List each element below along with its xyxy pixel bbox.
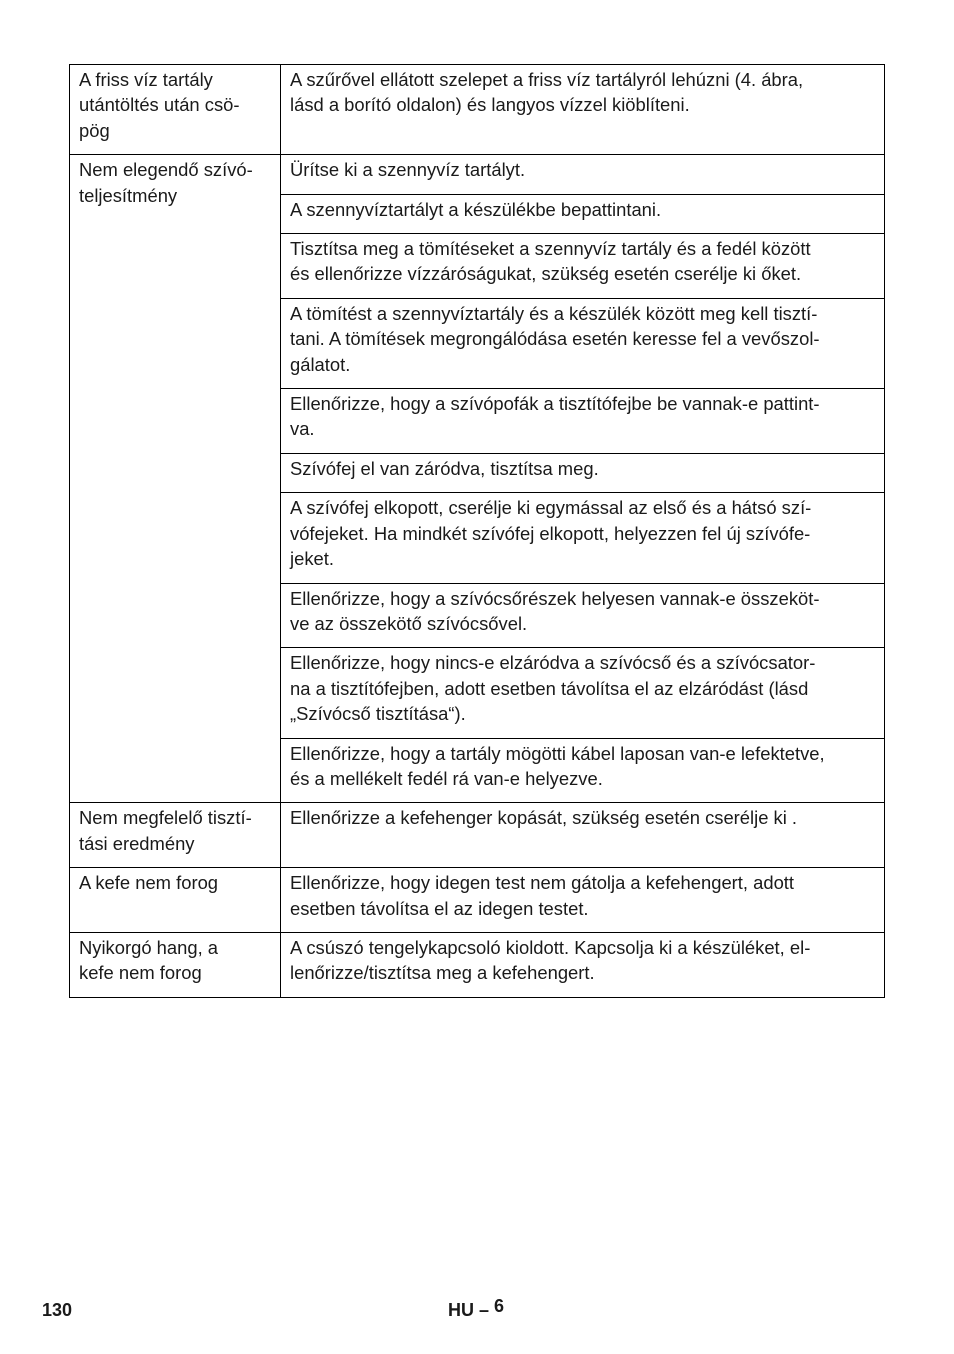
- remedy-cell: [281, 868, 885, 933]
- problem-text: Nem elegendő szívó- teljesítmény: [79, 159, 253, 206]
- remedy-text: Ürítse ki a szennyvíz tartályt.: [290, 159, 526, 181]
- remedy-text: A szűrővel ellátott szelepet a friss víz tartályról lehúzni (4. ábra, lásd a borító oldalon) és langyos vízzel kiöblíteni.: [290, 69, 804, 116]
- problem-text: A kefe nem forog: [79, 872, 219, 894]
- page-number: 130: [42, 1300, 73, 1320]
- remedy-cell: [281, 234, 885, 299]
- page-label: [448, 1296, 505, 1321]
- problem-text: Nyikorgó hang, a kefe nem forog: [79, 936, 219, 984]
- remedy-text: Ellenőrizze, hogy a szívópofák a tisztítófejbe be vannak-e pattint- va.: [290, 393, 820, 440]
- remedy-cell: [281, 583, 885, 648]
- table-row: [70, 868, 885, 933]
- remedy-cell: [281, 648, 885, 738]
- remedy-text: Ellenőrizze, hogy a szívócsőrészek helyesen vannak-e összeköt- ve az összekötő szívócsővel.: [290, 587, 820, 634]
- remedy-cell: [281, 155, 885, 194]
- troubleshooting-table-body: [70, 65, 885, 998]
- remedy-cell: [281, 194, 885, 233]
- remedy-text: A szívófej elkopott, cserélje ki egymással az első és a hátsó szí- vófejeket. Ha mindkét szívófej elkopott, helyezzen fel új szívófe- jeket.: [290, 497, 812, 570]
- remedy-cell: [281, 803, 885, 868]
- remedy-cell: [281, 389, 885, 454]
- remedy-text: Tisztítsa meg a tömítéseket a szennyvíz tartály és a fedél között és ellenőrizze vízzáróságukat, szükség esetén cserélje ki őket.: [290, 238, 811, 285]
- problem-cell: [70, 65, 281, 155]
- problem-cell: [70, 803, 281, 868]
- section-page-number: 6: [494, 1296, 505, 1316]
- table-row: [70, 803, 885, 868]
- problem-cell: [70, 932, 281, 997]
- remedy-cell: [281, 298, 885, 388]
- remedy-text: A tömítést a szennyvíztartály és a készülék között meg kell tisztí- tani. A tömítések megrongálódása esetén keresse fel a vevőszol- gálatot.: [290, 302, 820, 375]
- remedy-cell: [281, 493, 885, 583]
- remedy-text: Ellenőrizze, hogy idegen test nem gátolja a kefehengert, adott esetben távolítsa el az idegen testet.: [290, 872, 795, 919]
- problem-cell: [70, 868, 281, 933]
- remedy-cell: [281, 453, 885, 492]
- remedy-cell: [281, 738, 885, 803]
- remedy-text: Ellenőrizze, hogy a tartály mögötti kábel laposan van-e lefektetve, és a mellékelt fedél rá van-e helyezve.: [290, 742, 825, 789]
- problem-text: A friss víz tartály utántöltés után csö- pög: [79, 69, 240, 141]
- table-row: [70, 932, 885, 997]
- remedy-cell: [281, 932, 885, 997]
- problem-cell: [70, 155, 281, 803]
- problem-text: Nem megfelelő tisztí- tási eredmény: [79, 807, 252, 854]
- remedy-text: A szennyvíztartályt a készülékbe bepattintani.: [290, 198, 662, 220]
- language-code: HU –: [448, 1300, 490, 1320]
- remedy-text: Ellenőrizze a kefehenger kopását, szükség esetén cserélje ki .: [290, 807, 798, 829]
- remedy-text: Szívófej el van záródva, tisztítsa meg.: [290, 457, 599, 479]
- troubleshooting-table: [69, 64, 885, 998]
- table-row: [70, 155, 885, 194]
- remedy-cell: [281, 65, 885, 155]
- remedy-text: A csúszó tengelykapcsoló kioldott. Kapcsolja ki a készüléket, el- lenőrizze/tisztítsa meg a kefehengert.: [290, 936, 811, 984]
- remedy-text: Ellenőrizze, hogy nincs-e elzáródva a szívócső és a szívócsator- na a tisztítófejben, adott esetben távolítsa el az elzáródást (lásd „Szívócső tisztítása“).: [290, 652, 816, 725]
- table-row: [70, 65, 885, 155]
